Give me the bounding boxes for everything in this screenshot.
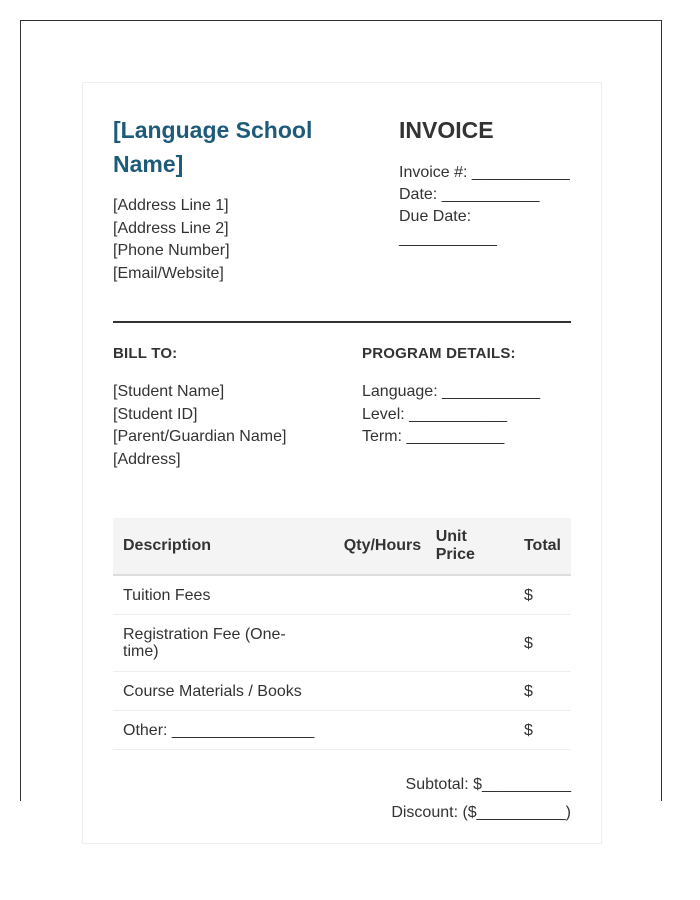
header-qty-hours: Qty/Hours (326, 518, 426, 575)
address-line-2: [Address Line 2] (113, 219, 229, 237)
header-unit-price: Unit Price (426, 518, 514, 575)
line-items-table (113, 518, 571, 750)
row-description: Tuition Fees (113, 575, 326, 615)
header-total: Total (514, 518, 571, 575)
invoice-date-field: Date: ___________ (399, 186, 540, 203)
school-address (113, 195, 230, 285)
row-description: Course Materials / Books (113, 672, 326, 711)
table-row (113, 575, 571, 615)
row-description: Registration Fee (One-time) (113, 615, 326, 672)
row-unit-price (426, 575, 514, 615)
school-name: [Language School Name] (113, 117, 313, 177)
table-header-row (113, 518, 571, 575)
phone-number: [Phone Number] (113, 242, 230, 259)
bill-to-heading: BILL TO: (113, 345, 178, 362)
row-unit-price (426, 711, 514, 750)
row-total: $ (514, 615, 571, 672)
document-viewport (20, 20, 662, 821)
table-row (113, 672, 571, 711)
student-name: [Student Name] (113, 383, 225, 400)
invoice-due-date-field: Due Date: ___________ (399, 208, 497, 247)
program-details-heading: PROGRAM DETAILS: (362, 345, 516, 362)
program-details-block (362, 381, 540, 449)
row-unit-price (426, 615, 514, 672)
guardian-name: [Parent/Guardian Name] (113, 428, 287, 445)
row-description: Other: ________________ (113, 711, 326, 750)
table-row (113, 615, 571, 672)
invoice-title: INVOICE (399, 117, 494, 143)
bill-to-block (113, 381, 286, 471)
bill-address: [Address] (113, 450, 181, 468)
row-qty (326, 615, 426, 672)
invoice-sheet (82, 82, 602, 844)
header-divider (113, 321, 571, 323)
row-qty (326, 672, 426, 711)
program-term: Term: ___________ (362, 428, 505, 445)
row-unit-price (426, 672, 514, 711)
program-level: Level: ___________ (362, 405, 508, 423)
email-website: [Email/Website] (113, 264, 224, 282)
table-row (113, 711, 571, 750)
row-total: $ (514, 711, 571, 750)
address-line-1: [Address Line 1] (113, 197, 229, 214)
program-language: Language: ___________ (362, 383, 540, 400)
invoice-number-field: Invoice #: ___________ (399, 164, 570, 181)
row-total: $ (514, 575, 571, 615)
subtotal-line: Subtotal: $__________ (405, 776, 571, 793)
student-id: [Student ID] (113, 405, 198, 423)
invoice-meta (399, 162, 574, 250)
discount-line: Discount: ($__________) (391, 804, 571, 821)
totals-block (391, 771, 571, 827)
header-description: Description (113, 518, 326, 575)
row-total: $ (514, 672, 571, 711)
row-qty (326, 711, 426, 750)
row-qty (326, 575, 426, 615)
